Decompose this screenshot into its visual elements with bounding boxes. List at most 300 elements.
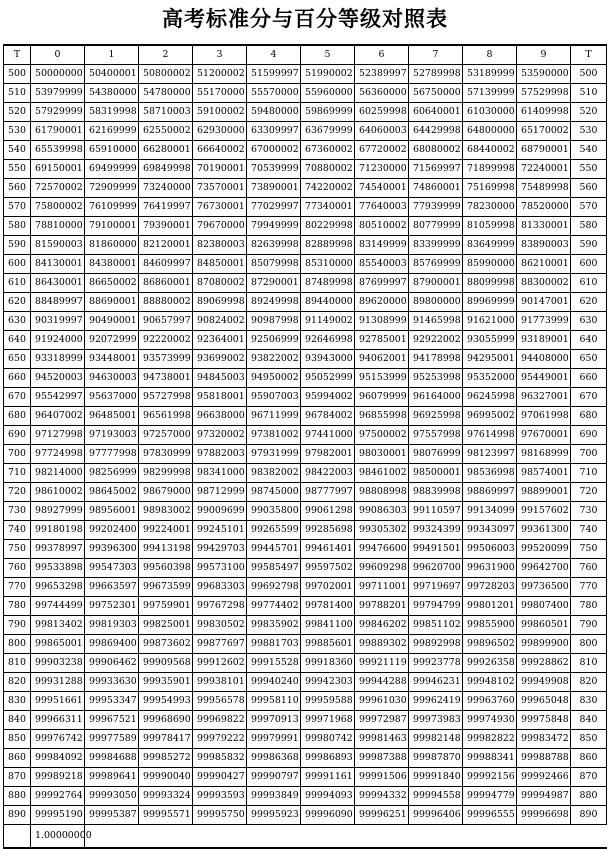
- percentile-cell: 78520000: [517, 198, 571, 217]
- percentile-cell: 99931288: [31, 673, 85, 692]
- percentile-cell: 64429998: [409, 122, 463, 141]
- score-cell: 620: [571, 293, 607, 312]
- header-cell: T: [571, 45, 607, 65]
- percentile-cell: 99993593: [193, 787, 247, 806]
- score-cell: 800: [571, 635, 607, 654]
- percentile-cell: 95907003: [247, 388, 301, 407]
- percentile-cell: 89249998: [247, 293, 301, 312]
- header-cell: 4: [247, 45, 301, 65]
- conversion-table: [3, 44, 607, 849]
- score-cell: 700: [571, 445, 607, 464]
- percentile-cell: 98256999: [85, 464, 139, 483]
- percentile-cell: 99620700: [409, 559, 463, 578]
- score-cell: 550: [571, 160, 607, 179]
- percentile-cell: 87699997: [355, 274, 409, 293]
- empty-cell: [247, 825, 301, 849]
- percentile-cell: 99781400: [301, 597, 355, 616]
- score-cell: 700: [4, 445, 31, 464]
- percentile-cell: 99946231: [409, 673, 463, 692]
- percentile-cell: 55570000: [247, 84, 301, 103]
- percentile-cell: 99609298: [355, 559, 409, 578]
- percentile-cell: 99885601: [301, 635, 355, 654]
- percentile-cell: 57929999: [31, 103, 85, 122]
- percentile-cell: 97381002: [247, 426, 301, 445]
- percentile-cell: 73240000: [139, 179, 193, 198]
- percentile-cell: 99988341: [463, 749, 517, 768]
- percentile-cell: 93189001: [517, 331, 571, 350]
- percentile-cell: 85769999: [409, 255, 463, 274]
- score-cell: 640: [4, 331, 31, 350]
- percentile-cell: 99918360: [301, 654, 355, 673]
- score-cell: 550: [4, 160, 31, 179]
- percentile-cell: 89800000: [409, 293, 463, 312]
- percentile-cell: 75489998: [517, 179, 571, 198]
- percentile-cell: 81590003: [31, 236, 85, 255]
- percentile-cell: 81860000: [85, 236, 139, 255]
- percentile-cell: 99361300: [517, 521, 571, 540]
- percentile-cell: 58710003: [139, 103, 193, 122]
- percentile-cell: 89620000: [355, 293, 409, 312]
- percentile-cell: 99942303: [301, 673, 355, 692]
- percentile-cell: 98712999: [193, 483, 247, 502]
- score-cell: 760: [571, 559, 607, 578]
- percentile-cell: 62169999: [85, 122, 139, 141]
- percentile-cell: 99915528: [247, 654, 301, 673]
- score-cell: 520: [4, 103, 31, 122]
- percentile-cell: 70539999: [247, 160, 301, 179]
- percentile-cell: 99663597: [85, 578, 139, 597]
- percentile-cell: 62930000: [193, 122, 247, 141]
- percentile-cell: 99903238: [31, 654, 85, 673]
- percentile-cell: 97670001: [517, 426, 571, 445]
- percentile-cell: 68440002: [463, 141, 517, 160]
- percentile-cell: 99953347: [85, 692, 139, 711]
- percentile-cell: 99980742: [301, 730, 355, 749]
- score-cell: 800: [4, 635, 31, 654]
- percentile-cell: 99993050: [85, 787, 139, 806]
- empty-cell: [193, 825, 247, 849]
- percentile-cell: 92364001: [193, 331, 247, 350]
- percentile-cell: 50400001: [85, 65, 139, 84]
- percentile-cell: 66640002: [193, 141, 247, 160]
- percentile-cell: 87900001: [409, 274, 463, 293]
- percentile-cell: 99653298: [31, 578, 85, 597]
- percentile-cell: 92072999: [85, 331, 139, 350]
- score-cell: 630: [571, 312, 607, 331]
- percentile-cell: 77340001: [301, 198, 355, 217]
- percentile-cell: 97557998: [409, 426, 463, 445]
- percentile-cell: 98461002: [355, 464, 409, 483]
- score-cell: 580: [571, 217, 607, 236]
- percentile-cell: 99343097: [463, 521, 517, 540]
- percentile-cell: 98777997: [301, 483, 355, 502]
- percentile-cell: 62550002: [139, 122, 193, 141]
- percentile-cell: 99830502: [193, 616, 247, 635]
- percentile-cell: 99896502: [463, 635, 517, 654]
- percentile-cell: 56750000: [409, 84, 463, 103]
- percentile-cell: 96485001: [85, 407, 139, 426]
- percentile-cell: 94295001: [463, 350, 517, 369]
- percentile-cell: 69499999: [85, 160, 139, 179]
- score-cell: 820: [4, 673, 31, 692]
- score-cell: 790: [4, 616, 31, 635]
- percentile-cell: 88880002: [139, 293, 193, 312]
- percentile-cell: 99728203: [463, 578, 517, 597]
- percentile-cell: 51599997: [247, 65, 301, 84]
- percentile-cell: 99461401: [301, 540, 355, 559]
- percentile-cell: 99995571: [139, 806, 193, 825]
- percentile-cell: 99923778: [409, 654, 463, 673]
- percentile-cell: 99759901: [139, 597, 193, 616]
- percentile-cell: 98610002: [31, 483, 85, 502]
- percentile-cell: 92506999: [247, 331, 301, 350]
- percentile-cell: 99992764: [31, 787, 85, 806]
- percentile-cell: 92220002: [139, 331, 193, 350]
- score-cell: 680: [571, 407, 607, 426]
- percentile-cell: 99995387: [85, 806, 139, 825]
- percentile-cell: 97193003: [85, 426, 139, 445]
- score-cell: 530: [571, 122, 607, 141]
- percentile-cell: 53590000: [517, 65, 571, 84]
- percentile-cell: 98536998: [463, 464, 517, 483]
- table-row: [4, 578, 607, 597]
- percentile-cell: 98927999: [31, 502, 85, 521]
- percentile-cell: 97320002: [193, 426, 247, 445]
- percentile-cell: 99992466: [517, 768, 571, 787]
- percentile-cell: 80510002: [355, 217, 409, 236]
- percentile-cell: 96245998: [463, 388, 517, 407]
- table-row: [4, 502, 607, 521]
- percentile-cell: 93943000: [301, 350, 355, 369]
- percentile-cell: 99976742: [31, 730, 85, 749]
- percentile-cell: 69150001: [31, 160, 85, 179]
- percentile-cell: 71899998: [463, 160, 517, 179]
- percentile-cell: 99996251: [355, 806, 409, 825]
- score-cell: 590: [571, 236, 607, 255]
- percentile-cell: 99813402: [31, 616, 85, 635]
- percentile-cell: 99986893: [301, 749, 355, 768]
- percentile-cell: 95542997: [31, 388, 85, 407]
- percentile-cell: 67720002: [355, 141, 409, 160]
- score-cell: 810: [4, 654, 31, 673]
- table-row: [4, 768, 607, 787]
- percentile-cell: 99841100: [301, 616, 355, 635]
- score-cell: 720: [571, 483, 607, 502]
- percentile-cell: 90987998: [247, 312, 301, 331]
- table-row: [4, 616, 607, 635]
- header-cell: 2: [139, 45, 193, 65]
- percentile-cell: 52389997: [355, 65, 409, 84]
- percentile-cell: 97441000: [301, 426, 355, 445]
- percentile-cell: 99933630: [85, 673, 139, 692]
- percentile-cell: 99992156: [463, 768, 517, 787]
- percentile-cell: 89069998: [193, 293, 247, 312]
- table-row: [4, 217, 607, 236]
- percentile-cell: 95818001: [193, 388, 247, 407]
- table-row: [4, 635, 607, 654]
- score-cell: 500: [4, 65, 31, 84]
- percentile-cell: 99994987: [517, 787, 571, 806]
- percentile-cell: 80779999: [409, 217, 463, 236]
- percentile-cell: 96164000: [409, 388, 463, 407]
- percentile-cell: 99429703: [193, 540, 247, 559]
- percentile-cell: 96638000: [193, 407, 247, 426]
- percentile-cell: 99974930: [463, 711, 517, 730]
- score-cell: 780: [4, 597, 31, 616]
- header-cell: 8: [463, 45, 517, 65]
- percentile-cell: 99956578: [193, 692, 247, 711]
- score-cell: 650: [571, 350, 607, 369]
- percentile-cell: 99969822: [193, 711, 247, 730]
- percentile-cell: 99996698: [517, 806, 571, 825]
- percentile-cell: 99631900: [463, 559, 517, 578]
- percentile-cell: 99585497: [247, 559, 301, 578]
- score-cell: 770: [4, 578, 31, 597]
- percentile-cell: 66280001: [139, 141, 193, 160]
- percentile-cell: 99835902: [247, 616, 301, 635]
- percentile-cell: 86430001: [31, 274, 85, 293]
- percentile-cell: 65910000: [85, 141, 139, 160]
- percentile-cell: 90824002: [193, 312, 247, 331]
- table-row: [4, 141, 607, 160]
- percentile-cell: 69849998: [139, 160, 193, 179]
- percentile-cell: 99912602: [193, 654, 247, 673]
- percentile-cell: 99865001: [31, 635, 85, 654]
- score-cell: 840: [571, 711, 607, 730]
- table-row: [4, 597, 607, 616]
- percentile-cell: 97724998: [31, 445, 85, 464]
- percentile-cell: 59100002: [193, 103, 247, 122]
- percentile-cell: 99954993: [139, 692, 193, 711]
- percentile-cell: 53189999: [463, 65, 517, 84]
- percentile-cell: 72909999: [85, 179, 139, 198]
- percentile-cell: 61030000: [463, 103, 517, 122]
- percentile-cell: 65539998: [31, 141, 85, 160]
- percentile-cell: 99975848: [517, 711, 571, 730]
- table-row: [4, 179, 607, 198]
- percentile-cell: 99983472: [517, 730, 571, 749]
- score-cell: 650: [4, 350, 31, 369]
- percentile-cell: 99993324: [139, 787, 193, 806]
- percentile-cell: 70190001: [193, 160, 247, 179]
- percentile-cell: 99378997: [31, 540, 85, 559]
- percentile-cell: 91621000: [463, 312, 517, 331]
- percentile-cell: 99984092: [31, 749, 85, 768]
- percentile-cell: 99989641: [85, 768, 139, 787]
- percentile-cell: 98299998: [139, 464, 193, 483]
- percentile-cell: 97500002: [355, 426, 409, 445]
- table-row: [4, 749, 607, 768]
- percentile-cell: 52789998: [409, 65, 463, 84]
- table-row: [4, 236, 607, 255]
- table-row: [4, 331, 607, 350]
- percentile-cell: 99995923: [247, 806, 301, 825]
- score-cell: 880: [4, 787, 31, 806]
- score-cell: 710: [571, 464, 607, 483]
- score-cell: 610: [4, 274, 31, 293]
- percentile-cell: 77640003: [355, 198, 409, 217]
- percentile-cell: 91308999: [355, 312, 409, 331]
- empty-cell: [139, 825, 193, 849]
- score-cell: 880: [571, 787, 607, 806]
- percentile-cell: 99744499: [31, 597, 85, 616]
- percentile-cell: 55960000: [301, 84, 355, 103]
- percentile-cell: 97982001: [301, 445, 355, 464]
- percentile-cell: 89440000: [301, 293, 355, 312]
- percentile-cell: 99736500: [517, 578, 571, 597]
- percentile-cell: 99851102: [409, 616, 463, 635]
- percentile-cell: 99909568: [139, 654, 193, 673]
- percentile-cell: 72570002: [31, 179, 85, 198]
- score-cell: 630: [4, 312, 31, 331]
- percentile-cell: 80229998: [301, 217, 355, 236]
- percentile-cell: 99752301: [85, 597, 139, 616]
- percentile-cell: 99993849: [247, 787, 301, 806]
- percentile-cell: 99794799: [409, 597, 463, 616]
- percentile-cell: 51200002: [193, 65, 247, 84]
- percentile-cell: 86650002: [85, 274, 139, 293]
- score-cell: 690: [4, 426, 31, 445]
- empty-cell: [463, 825, 517, 849]
- percentile-cell: 96711999: [247, 407, 301, 426]
- percentile-cell: 94950002: [247, 369, 301, 388]
- percentile-cell: 74860001: [409, 179, 463, 198]
- score-cell: 890: [571, 806, 607, 825]
- percentile-cell: 71569997: [409, 160, 463, 179]
- score-cell: 850: [571, 730, 607, 749]
- percentile-cell: 90319997: [31, 312, 85, 331]
- score-cell: 780: [571, 597, 607, 616]
- percentile-cell: 99995750: [193, 806, 247, 825]
- table-row: [4, 787, 607, 806]
- table-row: [4, 274, 607, 293]
- percentile-cell: 91149002: [301, 312, 355, 331]
- percentile-cell: 99961030: [355, 692, 409, 711]
- percentile-cell: 99324399: [409, 521, 463, 540]
- percentile-cell: 99938101: [193, 673, 247, 692]
- percentile-cell: 99285698: [301, 521, 355, 540]
- table-row: [4, 103, 607, 122]
- percentile-cell: 99157602: [517, 502, 571, 521]
- table-row: [4, 407, 607, 426]
- percentile-cell: 91773999: [517, 312, 571, 331]
- percentile-cell: 99476600: [355, 540, 409, 559]
- percentile-cell: 99979991: [247, 730, 301, 749]
- table-row: [4, 673, 607, 692]
- percentile-cell: 99445701: [247, 540, 301, 559]
- percentile-cell: 91924000: [31, 331, 85, 350]
- percentile-cell: 96079999: [355, 388, 409, 407]
- percentile-cell: 99520099: [517, 540, 571, 559]
- percentile-cell: 99202400: [85, 521, 139, 540]
- percentile-cell: 98679000: [139, 483, 193, 502]
- table-body: [4, 65, 607, 849]
- percentile-cell: 88099998: [463, 274, 517, 293]
- percentile-cell: 61409998: [517, 103, 571, 122]
- table-row: [4, 464, 607, 483]
- percentile-cell: 98983002: [139, 502, 193, 521]
- percentile-cell: 99968690: [139, 711, 193, 730]
- table-row: [4, 312, 607, 331]
- percentile-cell: 99906462: [85, 654, 139, 673]
- percentile-cell: 67000002: [247, 141, 301, 160]
- percentile-cell: 86860001: [139, 274, 193, 293]
- percentile-cell: 92922002: [409, 331, 463, 350]
- percentile-cell: 64060003: [355, 122, 409, 141]
- percentile-cell: 98899001: [517, 483, 571, 502]
- percentile-cell: 99990040: [139, 768, 193, 787]
- percentile-cell: 98745000: [247, 483, 301, 502]
- percentile-cell: 86210001: [517, 255, 571, 274]
- table-row: [4, 426, 607, 445]
- percentile-cell: 99846202: [355, 616, 409, 635]
- percentile-cell: 99994558: [409, 787, 463, 806]
- percentile-cell: 94178998: [409, 350, 463, 369]
- empty-cell: [517, 825, 571, 849]
- percentile-cell: 88300002: [517, 274, 571, 293]
- percentile-cell: 99982148: [409, 730, 463, 749]
- percentile-cell: 97061998: [517, 407, 571, 426]
- empty-cell: [4, 825, 31, 849]
- score-cell: 510: [571, 84, 607, 103]
- percentile-cell: 99801201: [463, 597, 517, 616]
- score-cell: 500: [571, 65, 607, 84]
- percentile-cell: 99673599: [139, 578, 193, 597]
- percentile-cell: 98645002: [85, 483, 139, 502]
- percentile-cell: 95449001: [517, 369, 571, 388]
- percentile-cell: 83399999: [409, 236, 463, 255]
- percentile-cell: 99305302: [355, 521, 409, 540]
- percentile-cell: 99996090: [301, 806, 355, 825]
- percentile-cell: 63679999: [301, 122, 355, 141]
- percentile-cell: 84609997: [139, 255, 193, 274]
- percentile-cell: 93448001: [85, 350, 139, 369]
- percentile-cell: 99547303: [85, 559, 139, 578]
- percentile-cell: 98341000: [193, 464, 247, 483]
- percentile-cell: 99940240: [247, 673, 301, 692]
- percentile-cell: 99965048: [517, 692, 571, 711]
- score-cell: 620: [4, 293, 31, 312]
- percentile-cell: 98869997: [463, 483, 517, 502]
- table-row: [4, 198, 607, 217]
- percentile-cell: 99987870: [409, 749, 463, 768]
- percentile-cell: 99977589: [85, 730, 139, 749]
- percentile-cell: 72240001: [517, 160, 571, 179]
- percentile-cell: 99958110: [247, 692, 301, 711]
- percentile-cell: 90657997: [139, 312, 193, 331]
- percentile-cell: 60259998: [355, 103, 409, 122]
- percentile-cell: 99994332: [355, 787, 409, 806]
- percentile-cell: 85990000: [463, 255, 517, 274]
- percentile-cell: 98808998: [355, 483, 409, 502]
- percentile-cell: 77939999: [409, 198, 463, 217]
- percentile-cell: 99994779: [463, 787, 517, 806]
- table-row: [4, 692, 607, 711]
- score-cell: 840: [4, 711, 31, 730]
- percentile-cell: 99982822: [463, 730, 517, 749]
- percentile-cell: 57529998: [517, 84, 571, 103]
- score-cell: 660: [4, 369, 31, 388]
- table-row: [4, 654, 607, 673]
- percentile-cell: 64800000: [463, 122, 517, 141]
- percentile-cell: 99506003: [463, 540, 517, 559]
- percentile-cell: 79100001: [85, 217, 139, 236]
- percentile-cell: 96561998: [139, 407, 193, 426]
- header-cell: 1: [85, 45, 139, 65]
- percentile-cell: 99985272: [139, 749, 193, 768]
- percentile-cell: 98076999: [409, 445, 463, 464]
- percentile-cell: 99988788: [517, 749, 571, 768]
